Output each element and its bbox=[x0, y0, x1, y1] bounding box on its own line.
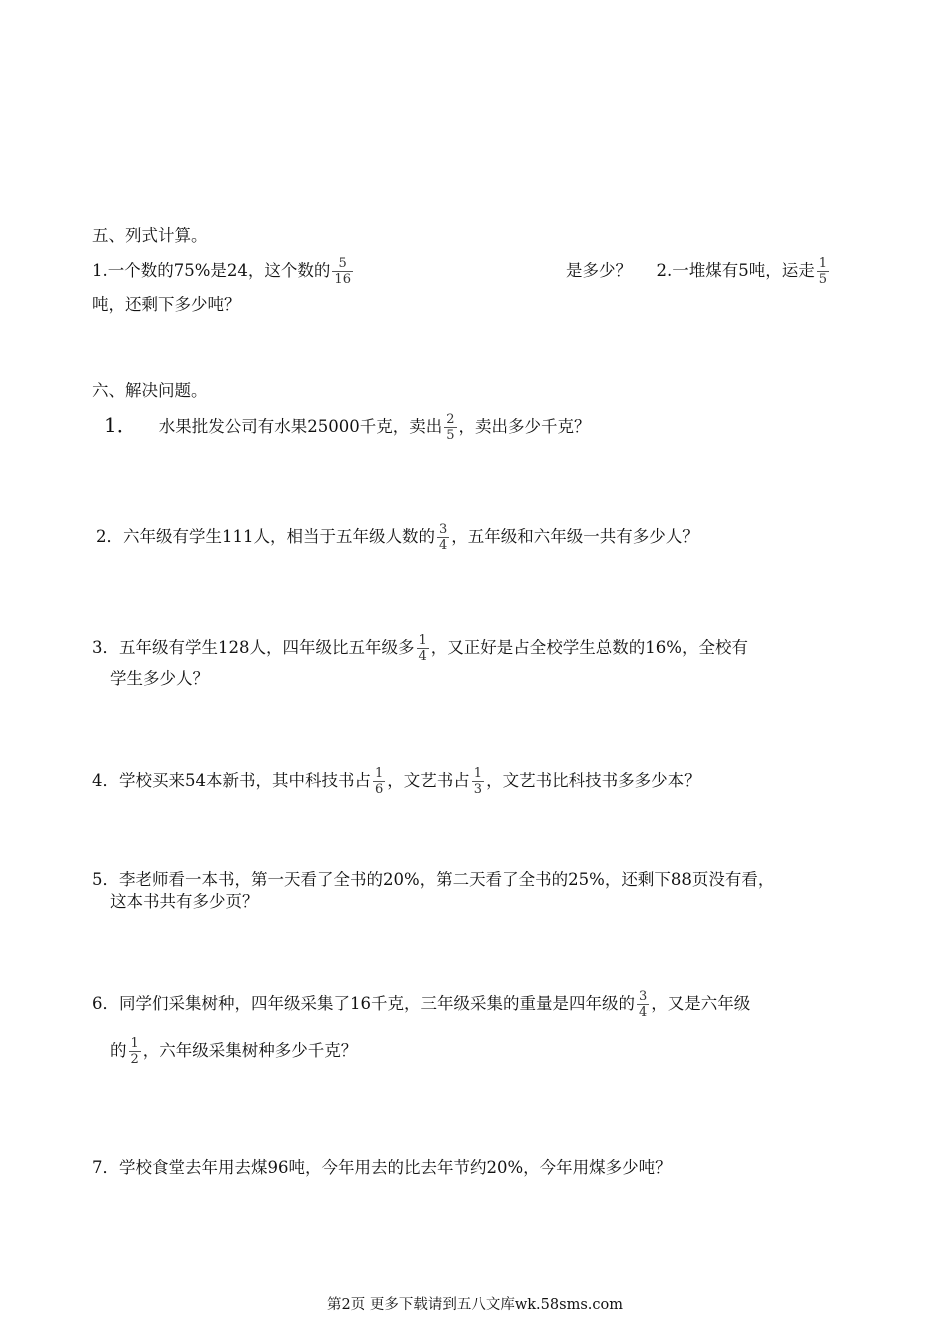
problem-6-text-c: 的 bbox=[110, 1041, 127, 1060]
page-footer: 第2页 更多下载请到五八文库wk.58sms.com bbox=[327, 1297, 623, 1313]
problem-2-text-a: 2．六年级有学生111人，相当于五年级人数的 bbox=[96, 527, 435, 546]
fraction-5-16: $\frac{5}{16}$ bbox=[334, 256, 351, 287]
problem-1-number: 1． bbox=[104, 413, 137, 437]
q1-text-b: 是多少？ bbox=[566, 261, 632, 280]
q2-text-b: 吨，还剩下多少吨？ bbox=[92, 295, 241, 314]
problem-1 bbox=[104, 412, 591, 443]
problem-2-text-b: ，五年级和六年级一共有多少人？ bbox=[451, 527, 699, 546]
problem-3-text-b: ，又正好是占全校学生总数的16%，全校有 bbox=[430, 638, 748, 657]
problem-7-text: 7．学校食堂去年用去煤96吨，今年用去的比去年节约20%，今年用煤多少吨？ bbox=[92, 1158, 672, 1177]
problem-4-text-a: 4．学校买来54本新书，其中科技书占 bbox=[92, 771, 371, 790]
fraction-1-2: $\frac{1}{2}$ bbox=[130, 1036, 139, 1067]
section6-heading: 六、解决问题。 bbox=[92, 381, 208, 400]
fraction-3-4: $\frac{3}{4}$ bbox=[439, 522, 448, 553]
problem-4-text-b: ，文艺书占 bbox=[387, 771, 470, 790]
fraction-1-5: $\frac{1}{5}$ bbox=[818, 256, 828, 287]
problem-5-text-b: 这本书共有多少页？ bbox=[110, 892, 259, 911]
fraction-1-4: $\frac{1}{4}$ bbox=[418, 633, 427, 664]
problem-5-text-a: 5．李老师看一本书，第一天看了全书的20%，第二天看了全书的25%，还剩下88页没有看， bbox=[92, 870, 775, 889]
problem-6-text-b: ，又是六年级 bbox=[651, 994, 751, 1013]
problem-6-text-d: ，六年级采集树种多少千克？ bbox=[142, 1041, 358, 1060]
problem-1-text-b: ，卖出多少千克？ bbox=[458, 417, 591, 436]
problem-6 bbox=[92, 989, 750, 1020]
section5-heading: 五、列式计算。 bbox=[92, 226, 208, 245]
problem-3 bbox=[92, 633, 748, 664]
q2-text-a: 2.一堆煤有5吨，运走 bbox=[656, 261, 815, 280]
q1-text-a: 1.一个数的75%是24，这个数的 bbox=[92, 261, 331, 280]
problem-2 bbox=[96, 522, 699, 553]
fraction-1-6: $\frac{1}{6}$ bbox=[375, 766, 384, 797]
fraction-1-3: $\frac{1}{3}$ bbox=[473, 766, 483, 797]
problem-6-line2 bbox=[110, 1036, 357, 1067]
problem-1-text-a: 水果批发公司有水果25000千克，卖出 bbox=[158, 417, 443, 436]
problem-4-text-c: ，文艺书比科技书多多少本？ bbox=[486, 771, 701, 790]
problem-4 bbox=[92, 766, 701, 797]
problem-3-text-c: 学生多少人？ bbox=[110, 669, 209, 688]
fraction-3-4-b: $\frac{3}{4}$ bbox=[639, 989, 648, 1020]
problem-6-text-a: 6．同学们采集树种，四年级采集了16千克，三年级采集的重量是四年级的 bbox=[92, 994, 635, 1013]
fraction-2-5: $\frac{2}{5}$ bbox=[446, 412, 455, 443]
section5-q1-end-q2 bbox=[566, 256, 831, 287]
section5-q1 bbox=[92, 256, 355, 287]
problem-3-text-a: 3．五年级有学生128人，四年级比五年级多 bbox=[92, 638, 415, 657]
